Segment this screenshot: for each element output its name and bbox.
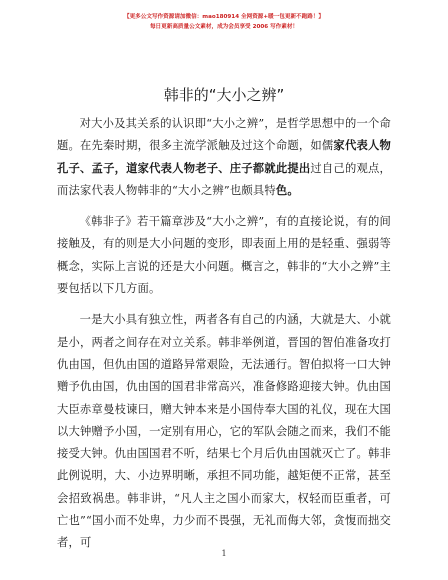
document-title: 韩非的“大小之辨” xyxy=(163,86,285,104)
paragraph-2: 《韩非子》若干篇章涉及“大小之辨”，有的直接论说，有的间接触及，有的则是大小问题的变形，即表面上用的是轻重、强弱等概念，实际上言说的还是大小问题。概言之，韩非的“大小之辨”主要包括以下几方面。 xyxy=(57,215,391,296)
paragraph-1-text-c: 过自己的观点，而法家代表人物韩非的“大小之辨”也颇具特 xyxy=(57,161,391,197)
paragraph-3: 一是大小具有独立性，两者各有自己的内涵，大就是大、小就是小，两者之间存在对立关系。韩非举例道，晋国的智伯准备攻打仇由国，但仇由国的道路异常艰险，无法通行。智伯拟将一口大钟赠予仇由国，仇由国的国君非常高兴，准备修路迎接大钟。仇由国大臣赤章曼枝谏曰，赠大钟本来是小国侍奉大国的礼仪，现在大国以大钟赠予小国，一定别有用心，它的军队会随之而来，我们不能接受大钟。仇由国国君不听，结果七个月后仇由国就灭亡了。韩非此例说明，大、小边界明晰，承担不同功能，越矩便不正常，甚至会招致祸患。韩非讲，“凡人主之国小而家大，权轻而臣重者，可亡也”“国小而不处卑，力少而不畏强，无礼而侮大邻，贪愎而拙交者，可 xyxy=(57,313,391,550)
promo-banner xyxy=(57,0,391,32)
paragraph-1-bold-tail: 色。 xyxy=(275,183,299,197)
paragraph-1-text-a: 对大小及其关系的认识即“大小之辨”，是哲学思想中的一个命题。在先秦时期，很多主流学派触及过这个命题，如儒 xyxy=(57,117,391,153)
promo-banner-line-1: 【更多公文写作资源请加微信：mao180914 全网资源+暖一包更新不跑路！】 xyxy=(123,14,325,20)
paragraph-1-bold-text: 家代表人物孔子、孟子，道家代表人物老子、庄子都就此提出 xyxy=(57,139,391,175)
paragraph-1 xyxy=(57,113,391,202)
page-number: 1 xyxy=(221,549,227,558)
promo-banner-line-2: 每日更新高质量公文素材，成为会员享受 2006 写作素材！ xyxy=(149,24,299,30)
